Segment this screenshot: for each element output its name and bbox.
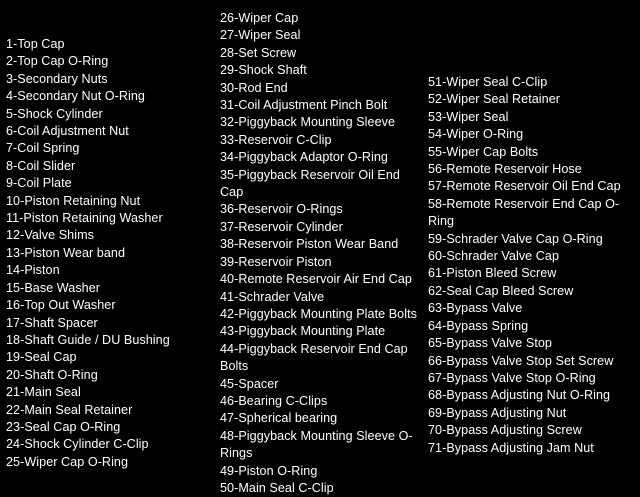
list-item: 3-Secondary Nuts: [6, 71, 108, 86]
list-item: 54-Wiper O-Ring: [428, 127, 524, 142]
list-item: 26-Wiper Cap: [220, 11, 299, 25]
list-item: 5-Shock Cylinder: [6, 106, 103, 121]
legend-column-one: [6, 36, 216, 471]
list-item: 49-Piston O-Ring: [220, 463, 318, 478]
list-item: 70-Bypass Adjusting Screw: [428, 423, 582, 438]
list-item: 64-Bypass Spring: [428, 318, 529, 333]
list-item: 4-Secondary Nut O-Ring: [6, 89, 145, 104]
list-item: 9-Coil Plate: [6, 176, 72, 191]
list-item: 40-Remote Reservoir Air End Cap: [220, 272, 412, 287]
list-item: 19-Seal Cap: [6, 350, 77, 365]
list-item: 46-Bearing C-Clips: [220, 393, 328, 408]
list-item: 65-Bypass Valve Stop: [428, 336, 552, 351]
list-item: 66-Bypass Valve Stop Set Screw: [428, 353, 614, 368]
list-item: 34-Piggyback Adaptor O-Ring: [220, 150, 388, 165]
list-item: 60-Schrader Valve Cap: [428, 249, 560, 264]
list-item: 44-Piggyback Reservoir End Cap Bolts: [220, 341, 408, 374]
list-item: 27-Wiper Seal: [220, 28, 301, 43]
list-item: 25-Wiper Cap O-Ring: [6, 454, 129, 469]
list-item: 18-Shaft Guide / DU Bushing: [6, 332, 170, 347]
list-item: 50-Main Seal C-Clip: [220, 480, 334, 495]
list-item: 29-Shock Shaft: [220, 63, 307, 78]
list-item: 32-Piggyback Mounting Sleeve: [220, 115, 396, 130]
list-item: 63-Bypass Valve: [428, 301, 523, 316]
list-item: 59-Schrader Valve Cap O-Ring: [428, 231, 603, 246]
list-item: 36-Reservoir O-Rings: [220, 202, 343, 217]
list-item: 13-Piston Wear band: [6, 245, 126, 260]
list-item: 7-Coil Spring: [6, 141, 80, 156]
list-item: 35-Piggyback Reservoir Oil End Cap: [220, 167, 400, 200]
list-item: 16-Top Out Washer: [6, 298, 116, 313]
list-item: 45-Spacer: [220, 376, 279, 391]
list-item: 2-Top Cap O-Ring: [6, 54, 109, 69]
list-item: 52-Wiper Seal Retainer: [428, 92, 560, 107]
list-item: 62-Seal Cap Bleed Screw: [428, 283, 574, 298]
list-item: 22-Main Seal Retainer: [6, 402, 133, 417]
list-item: 39-Reservoir Piston: [220, 254, 332, 269]
list-item: 30-Rod End: [220, 80, 288, 95]
list-item: 14-Piston: [6, 263, 60, 278]
list-item: 53-Wiper Seal: [428, 109, 509, 124]
list-item: 68-Bypass Adjusting Nut O-Ring: [428, 388, 611, 403]
list-item: 47-Spherical bearing: [220, 411, 338, 426]
legend-column-three: [428, 74, 636, 457]
list-item: 20-Shaft O-Ring: [6, 367, 98, 382]
list-item: 12-Valve Shims: [6, 228, 94, 243]
list-item: 42-Piggyback Mounting Plate Bolts: [220, 306, 417, 321]
list-item: 57-Remote Reservoir Oil End Cap: [428, 179, 621, 194]
list-item: 28-Set Screw: [220, 45, 297, 60]
list-item: 21-Main Seal: [6, 385, 81, 400]
list-item: 31-Coil Adjustment Pinch Bolt: [220, 98, 388, 113]
list-item: 15-Base Washer: [6, 280, 101, 295]
list-item: 6-Coil Adjustment Nut: [6, 124, 129, 139]
list-item: 43-Piggyback Mounting Plate: [220, 324, 386, 339]
list-item: 61-Piston Bleed Screw: [428, 266, 557, 281]
list-item: 55-Wiper Cap Bolts: [428, 144, 539, 159]
list-item: 11-Piston Retaining Washer: [6, 211, 163, 226]
legend-column-two: [220, 10, 425, 497]
list-item: 23-Seal Cap O-Ring: [6, 419, 121, 434]
list-item: 17-Shaft Spacer: [6, 315, 98, 330]
list-item: 24-Shock Cylinder C-Clip: [6, 437, 149, 452]
list-item: 69-Bypass Adjusting Nut: [428, 405, 567, 420]
list-item: 58-Remote Reservoir End Cap O-Ring: [428, 196, 620, 229]
list-item: 48-Piggyback Mounting Sleeve O-Rings: [220, 428, 413, 461]
list-item: 8-Coil Slider: [6, 158, 76, 173]
list-item: 33-Reservoir C-Clip: [220, 132, 332, 147]
list-item: 37-Reservoir Cylinder: [220, 219, 343, 234]
list-item: 41-Schrader Valve: [220, 289, 325, 304]
list-item: 51-Wiper Seal C-Clip: [428, 75, 548, 89]
list-item: 67-Bypass Valve Stop O-Ring: [428, 370, 596, 385]
list-item: 56-Remote Reservoir Hose: [428, 162, 582, 177]
list-item: 38-Reservoir Piston Wear Band: [220, 237, 399, 252]
list-item: 1-Top Cap: [6, 37, 65, 51]
list-item: 10-Piston Retaining Nut: [6, 193, 141, 208]
list-item: 71-Bypass Adjusting Jam Nut: [428, 440, 594, 455]
